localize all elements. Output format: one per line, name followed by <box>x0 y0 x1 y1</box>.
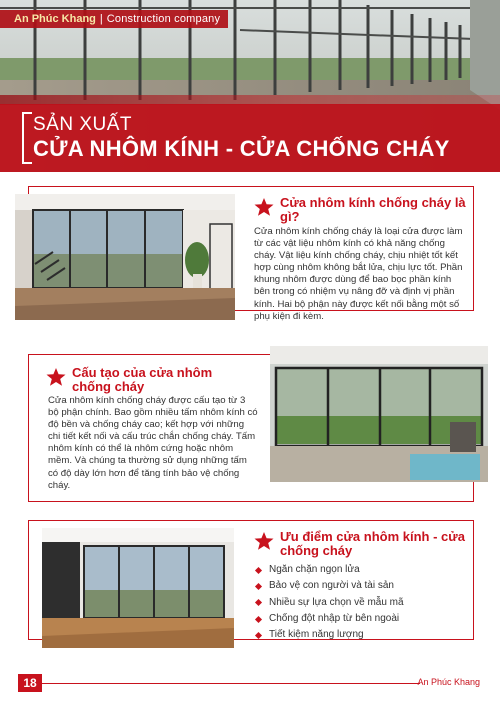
footer-divider <box>40 683 420 684</box>
footer-brand: An Phúc Khang <box>417 677 480 687</box>
brand-name: An Phúc Khang <box>14 13 96 25</box>
section-3-heading <box>254 530 469 558</box>
section-1-photo <box>15 194 235 320</box>
star-icon <box>254 197 274 217</box>
star-icon <box>254 531 274 551</box>
section-2-heading <box>46 366 251 394</box>
diamond-bullet-icon <box>255 615 262 622</box>
brand-separator: | <box>99 13 103 25</box>
brand-header <box>0 10 228 28</box>
list-item: Bảo vệ con người và tài sản <box>256 578 466 594</box>
title-bracket <box>22 112 32 164</box>
section-2-photo <box>270 346 488 482</box>
title-line-2: CỬA NHÔM KÍNH - CỬA CHỐNG CHÁY <box>33 136 450 161</box>
advantages-list <box>256 562 466 643</box>
title-line-1: SẢN XUẤT <box>33 114 133 135</box>
section-2-body: Cửa nhôm kính chống cháy được cấu tạo từ 3 bộ phận chính. Bao gồm nhiều tấm nhôm kính có độ bền và chống cháy cao; kết hợp với những chi tiết kết nối và cấu trúc chắn chống cháy. Tấm nhôm kính có thể là nhôm cứng hoặc nhôm mềm. Và chúng ta thường sử dụng những tấm có độ dày lớn hơn để tăng tính bảo vệ chống cháy. <box>48 395 258 491</box>
section-1-body: Cửa nhôm kính chống cháy là loại cửa được làm từ các vật liệu nhôm kính có khả năng chống cháy. Vật liệu kính chống cháy, chịu nhiệt tốt kết hợp cùng nhôm không bắt lửa, chịu lực tốt. Phần khung nhôm được dùng để bao bọc phần kính bên trong có nhiệm vụ nâng đỡ và định vị phần kính. Hai bộ phận này được kết nối bằng một số phụ kiện đi kèm. <box>254 226 463 322</box>
list-item: Chống đột nhập từ bên ngoài <box>256 611 466 627</box>
brand-slogan: Construction company <box>106 13 221 25</box>
diamond-bullet-icon <box>255 632 262 639</box>
section-1-heading <box>254 196 469 224</box>
section-2-title: Cấu tạo của cửa nhôm chống cháy <box>72 365 213 394</box>
diamond-bullet-icon <box>255 567 262 574</box>
star-icon <box>46 367 66 387</box>
diamond-bullet-icon <box>255 599 262 606</box>
page-number: 18 <box>18 674 42 692</box>
list-item: Ngăn chặn ngọn lửa <box>256 562 466 578</box>
diamond-bullet-icon <box>255 583 262 590</box>
page-title <box>22 112 482 164</box>
list-item: Tiết kiệm năng lượng <box>256 627 466 643</box>
hero-banner <box>0 0 500 172</box>
section-1-title: Cửa nhôm kính chống cháy là gì? <box>280 195 466 224</box>
section-3-title: Ưu điểm cửa nhôm kính - cửa chống cháy <box>280 529 465 558</box>
list-item: Nhiều sự lựa chọn về mẫu mã <box>256 595 466 611</box>
section-3-photo <box>42 528 234 648</box>
